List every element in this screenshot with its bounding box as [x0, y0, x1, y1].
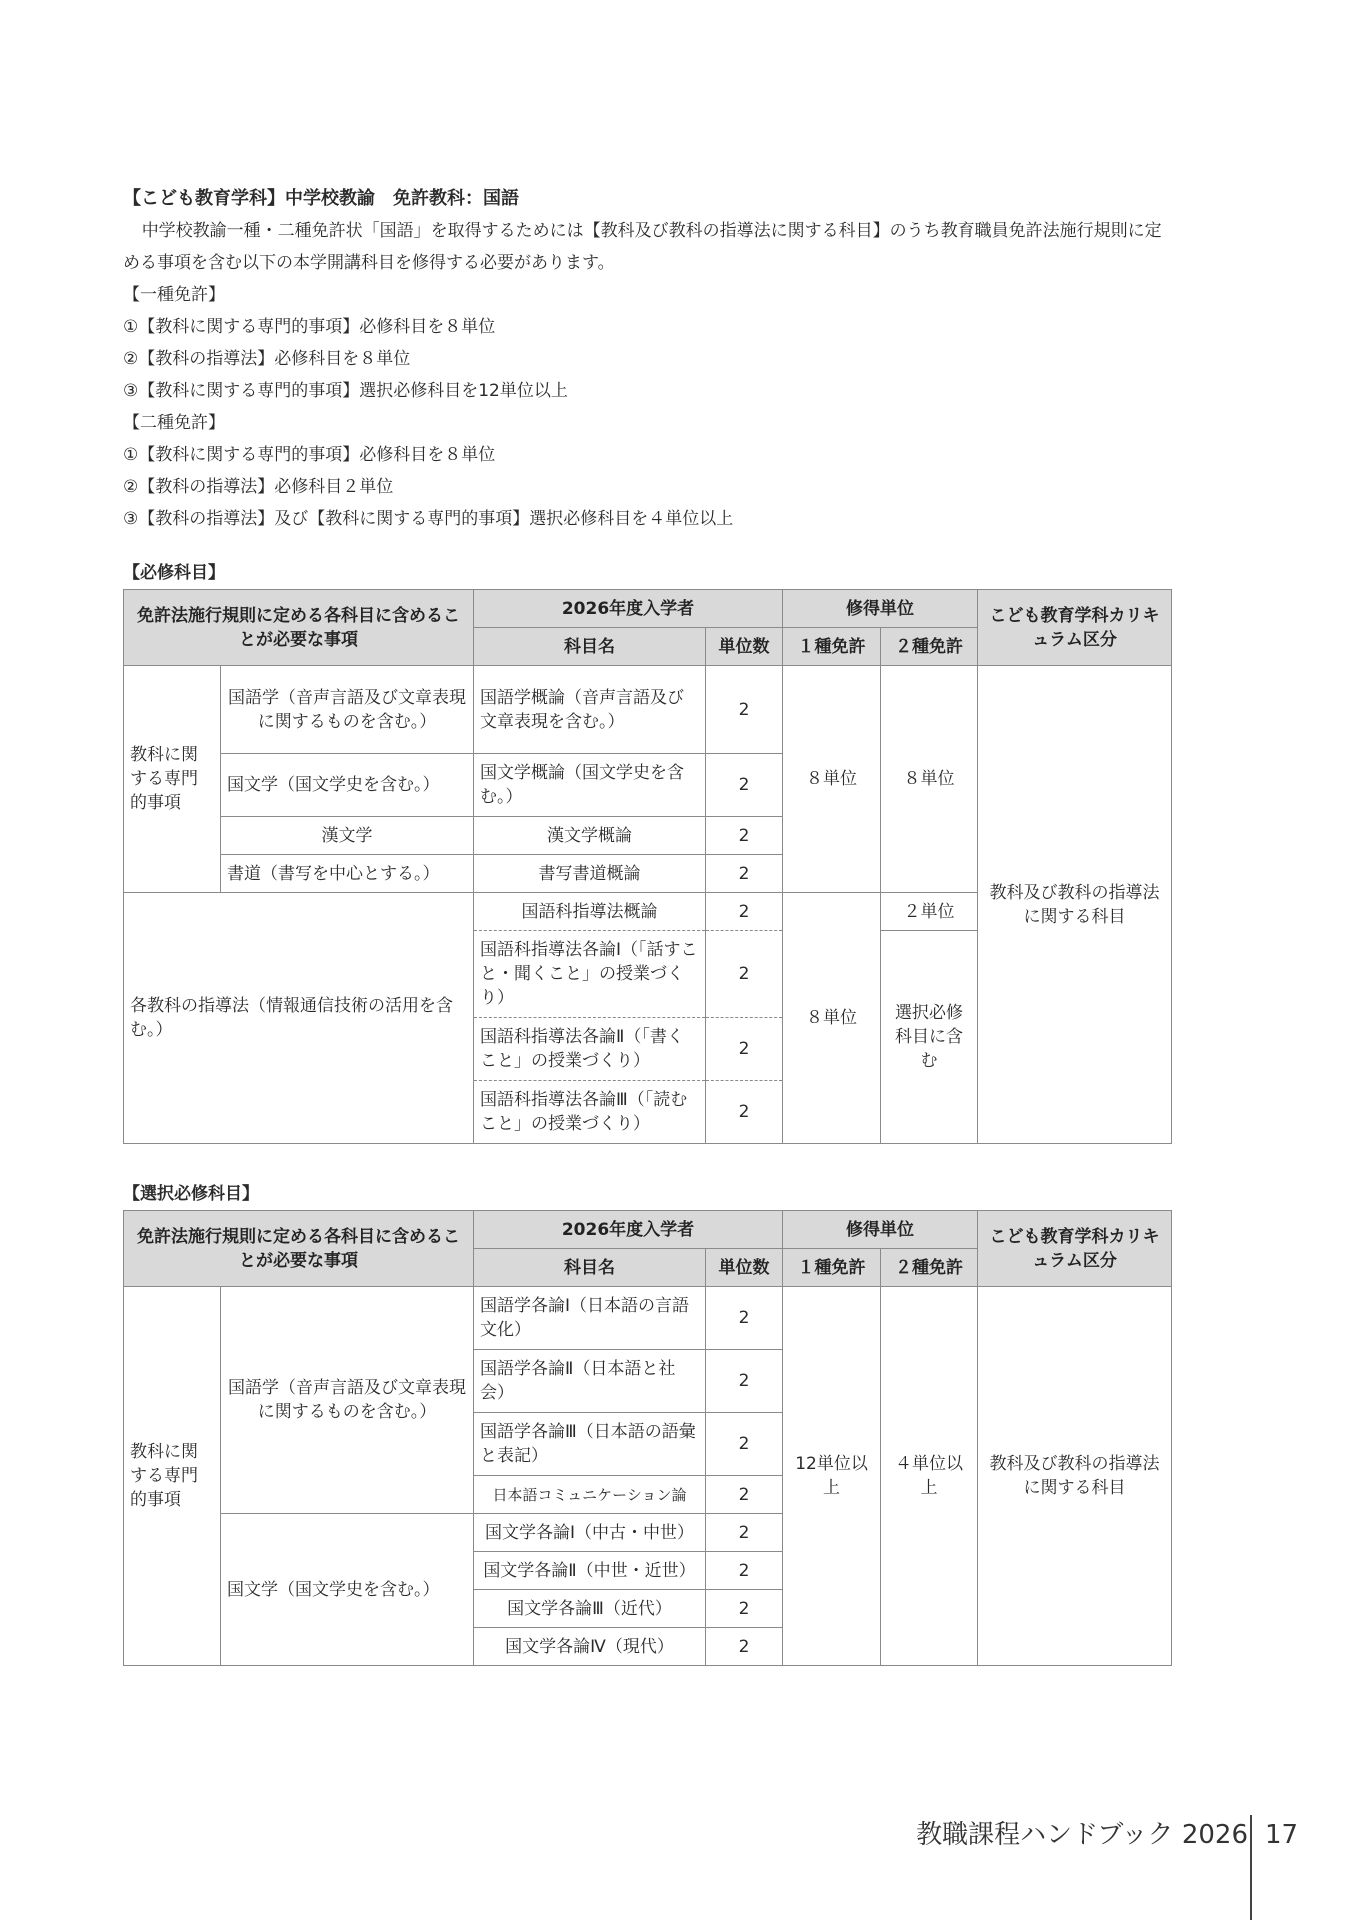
course-cell: 国文学概論（国文学史を含む。） [474, 754, 706, 817]
first-license-label: 【一種免許】 [123, 285, 225, 305]
credits-header: 修得単位 [783, 590, 978, 628]
credits-header: 修得単位 [783, 1211, 978, 1249]
course-cell: 国文学各論Ⅲ（近代） [474, 1590, 706, 1628]
units-cell: 2 [706, 1514, 783, 1552]
course-cell: 国語学各論Ⅲ（日本語の語彙と表記） [474, 1413, 706, 1476]
matter-cell: 漢文学 [221, 817, 474, 855]
matter-header: 免許法施行規則に定める各科目に含めることが必要な事項 [124, 590, 474, 666]
category-cell: 教科に関する専門的事項 [124, 1287, 221, 1666]
section-heading: 【こども教育学科】中学校教諭 免許教科：国語 [123, 188, 519, 209]
course-cell: 国語科指導法各論Ⅲ（「読むこと」の授業づくり） [474, 1081, 706, 1144]
units-cell: 2 [706, 666, 783, 754]
required-section-label: 【必修科目】 [123, 563, 225, 583]
course-cell: 国文学各論Ⅳ（現代） [474, 1628, 706, 1666]
units-cell: 2 [706, 1413, 783, 1476]
units-header: 単位数 [706, 628, 783, 666]
intro-paragraph: 中学校教諭一種・二種免許状「国語」を取得するためには【教科及び教科の指導法に関する科目】のうち教育職員免許法施行規則に定める事項を含む以下の本学開講科目を修得する必要があります。 [123, 221, 1162, 273]
units-cell: 2 [706, 1081, 783, 1144]
license1-header: １種免許 [783, 628, 881, 666]
matter-cell: 国文学（国文学史を含む。） [221, 754, 474, 817]
curriculum-cell: 教科及び教科の指導法に関する科目 [978, 1287, 1172, 1666]
course-cell: 漢文学概論 [474, 817, 706, 855]
units-cell: 2 [706, 1590, 783, 1628]
course-cell: 国語学各論Ⅱ（日本語と社会） [474, 1350, 706, 1413]
units-cell: 2 [706, 817, 783, 855]
license2-credits: ８単位 [881, 666, 978, 893]
course-cell: 書写書道概論 [474, 855, 706, 893]
course-cell: 国語学概論（音声言語及び文章表現を含む。） [474, 666, 706, 754]
course-cell: 国文学各論Ⅰ（中古・中世） [474, 1514, 706, 1552]
matter-cell: 国語学（音声言語及び文章表現に関するものを含む。） [221, 1287, 474, 1514]
second-license-item: ③【教科の指導法】及び【教科に関する専門的事項】選択必修科目を４単位以上 [123, 509, 734, 529]
matter-header: 免許法施行規則に定める各科目に含めることが必要な事項 [124, 1211, 474, 1287]
required-courses-table [123, 589, 1172, 1144]
footer-divider [1250, 1815, 1252, 1920]
curriculum-header: こども教育学科カリキュラム区分 [978, 590, 1172, 666]
units-cell: 2 [706, 1350, 783, 1413]
license2-credits: ２単位 [881, 893, 978, 931]
units-cell: 2 [706, 1287, 783, 1350]
course-cell: 国語科指導法各論Ⅰ（「話すこと・聞くこと」の授業づくり） [474, 931, 706, 1018]
units-cell: 2 [706, 931, 783, 1018]
category-cell: 各教科の指導法（情報通信技術の活用を含む。） [124, 893, 474, 1144]
units-cell: 2 [706, 893, 783, 931]
course-name-header: 科目名 [474, 1249, 706, 1287]
elective-courses-table [123, 1210, 1172, 1666]
units-cell: 2 [706, 1628, 783, 1666]
license2-header: ２種免許 [881, 1249, 978, 1287]
first-license-item: ③【教科に関する専門的事項】選択必修科目を12単位以上 [123, 381, 568, 401]
units-header: 単位数 [706, 1249, 783, 1287]
page-footer [0, 1815, 1358, 1855]
entrants-header: 2026年度入学者 [474, 1211, 783, 1249]
curriculum-cell: 教科及び教科の指導法に関する科目 [978, 666, 1172, 1144]
category-cell: 教科に関する専門的事項 [124, 666, 221, 893]
license1-credits: ８単位 [783, 893, 881, 1144]
entrants-header: 2026年度入学者 [474, 590, 783, 628]
matter-cell: 国文学（国文学史を含む。） [221, 1514, 474, 1666]
table-row [124, 666, 1172, 754]
course-cell: 国語科指導法各論Ⅱ（「書くこと」の授業づくり） [474, 1018, 706, 1081]
first-license-item: ②【教科の指導法】必修科目を８単位 [123, 349, 411, 369]
license1-header: １種免許 [783, 1249, 881, 1287]
second-license-label: 【二種免許】 [123, 413, 225, 433]
handbook-title: 教職課程ハンドブック 2026 [916, 1820, 1248, 1850]
second-license-item: ①【教科に関する専門的事項】必修科目を８単位 [123, 445, 496, 465]
license1-credits: 12単位以上 [783, 1287, 881, 1666]
course-cell: 国語科指導法概論 [474, 893, 706, 931]
course-cell: 国語学各論Ⅰ（日本語の言語文化） [474, 1287, 706, 1350]
elective-section-label: 【選択必修科目】 [123, 1184, 259, 1204]
units-cell: 2 [706, 855, 783, 893]
license2-credits: ４単位以上 [881, 1287, 978, 1666]
course-cell: 国文学各論Ⅱ（中世・近世） [474, 1552, 706, 1590]
page-content [123, 183, 1171, 1666]
curriculum-header: こども教育学科カリキュラム区分 [978, 1211, 1172, 1287]
license1-credits: ８単位 [783, 666, 881, 893]
course-cell: 日本語コミュニケーション論 [474, 1476, 706, 1514]
matter-cell: 国語学（音声言語及び文章表現に関するものを含む。） [221, 666, 474, 754]
page-number: 17 [1265, 1820, 1299, 1850]
units-cell: 2 [706, 1552, 783, 1590]
units-cell: 2 [706, 1476, 783, 1514]
table-row [124, 1287, 1172, 1350]
first-license-item: ①【教科に関する専門的事項】必修科目を８単位 [123, 317, 496, 337]
matter-cell: 書道（書写を中心とする。） [221, 855, 474, 893]
second-license-item: ②【教科の指導法】必修科目２単位 [123, 477, 394, 497]
license2-header: ２種免許 [881, 628, 978, 666]
units-cell: 2 [706, 1018, 783, 1081]
units-cell: 2 [706, 754, 783, 817]
course-name-header: 科目名 [474, 628, 706, 666]
license2-note: 選択必修科目に含む [881, 931, 978, 1144]
